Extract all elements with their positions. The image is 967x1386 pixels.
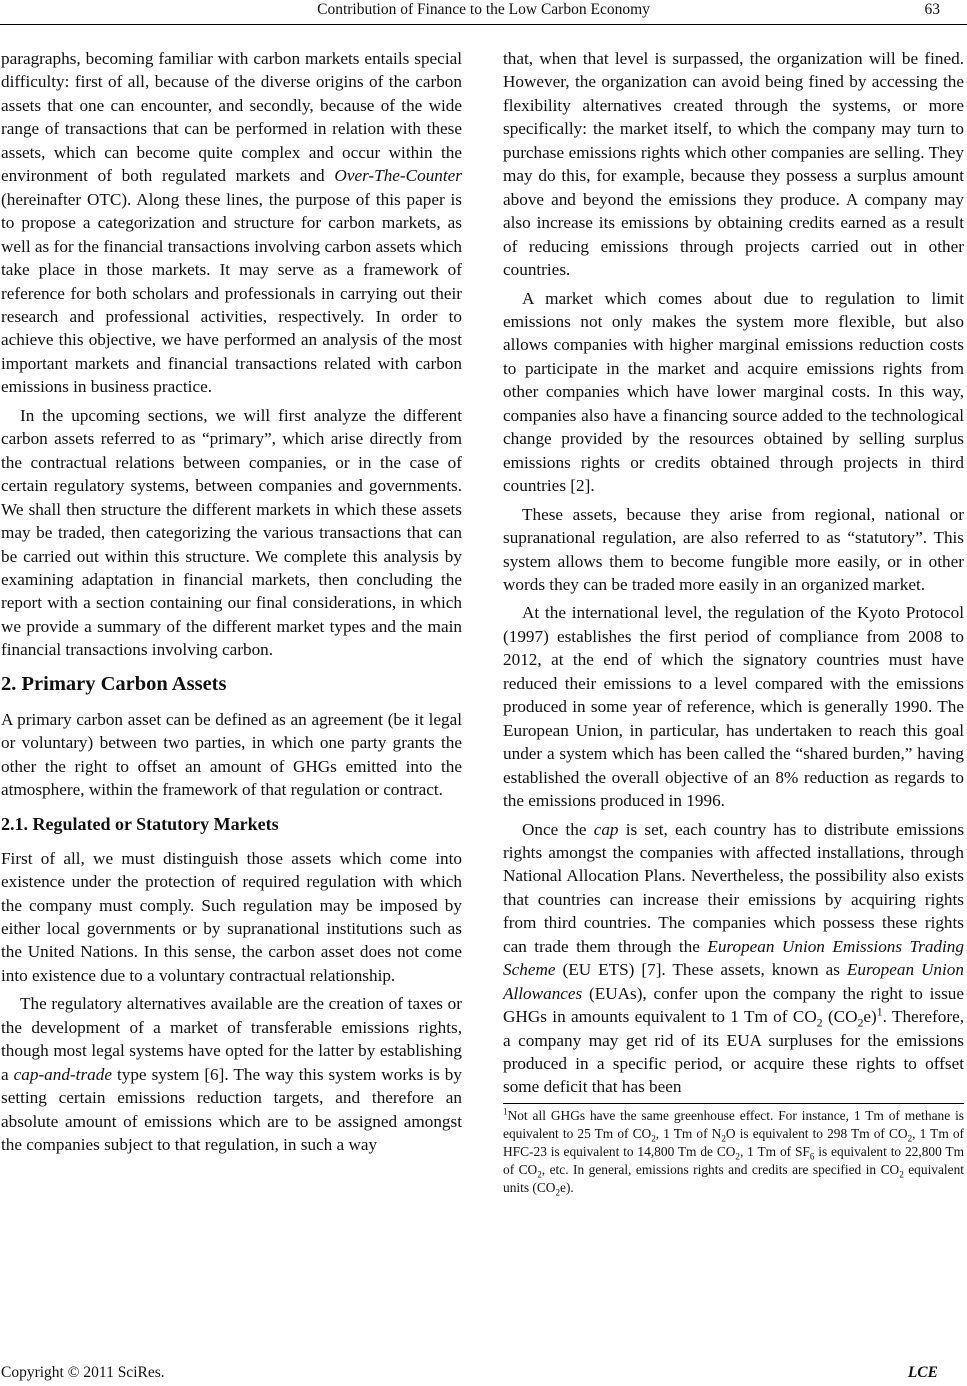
text-run: Once the <box>522 819 594 839</box>
subscript: 2 <box>899 1169 904 1180</box>
subscript: 2 <box>555 1187 561 1198</box>
text-run: (EUAs), confer upon the company the right to issue GHGs in amounts equivalent to 1 Tm of CO <box>503 983 964 1027</box>
paragraph-definition: A primary carbon asset can be defined as an agreement (be it legal or voluntary) between two parties, in which one party grants the other the right to offset an amount of GHGs emitted into the atmosphere, within the framework of that regulation or contract. <box>1 709 462 800</box>
paragraph-intro-continued <box>1 47 462 399</box>
right-column <box>503 47 964 1197</box>
subscript: 2 <box>651 1133 656 1144</box>
footnote-mark: 1 <box>503 1106 508 1117</box>
text-run: , 1 Tm of N <box>655 1125 722 1141</box>
copyright-notice: Copyright © 2011 SciRes. <box>1 1364 165 1381</box>
text-run: e) <box>863 1007 877 1027</box>
header-rule <box>0 24 967 25</box>
paragraph-upcoming-sections: In the upcoming sections, we will first analyze the different carbon assets referred to as “primary”, which arise directly from the contractual relations between companies, or in the case of certain regulatory systems, between companies and governments. We shall then structure the different markets in which these assets may be traded, then categorizing the various transactions that can be carried out within this structure. We complete this analysis by examining adaptation in financial markets, then concluding the report with a section containing our final considerations, in which we provide a summary of the different market types and the main financial transactions involving carbon. <box>1 405 462 660</box>
paragraph-regulatory-alternatives <box>1 992 462 1156</box>
emphasis-term: Over-The-Counter <box>334 166 462 186</box>
emphasis-term: European Union Emissions Trading Scheme <box>503 936 964 980</box>
paragraph-cap <box>503 818 964 1099</box>
text-run: , 1 Tm of HFC-23 is equivalent to 14,800 Tm de CO <box>503 1125 964 1159</box>
text-run: is set, each country has to distribute emissions rights amongst the companies with affected installations, through National Allocation Plans. Nevertheless, the possibility also exists that countries can increase their emissions by acquiring rights from third countries. The companies which possess these rights can trade them through the <box>503 819 965 956</box>
text-run: Not all GHGs have the same greenhouse effect. For instance, 1 Tm of methane is equivalent to 25 Tm of CO <box>503 1107 964 1141</box>
journal-abbreviation: LCE <box>907 1364 938 1381</box>
footnote <box>503 1104 964 1197</box>
text-run: The regulatory alternatives available are the creation of taxes or the development of a market of transferable emissions rights, though most legal systems have opted for the latter by establishing a <box>1 994 462 1084</box>
subscript: 6 <box>809 1151 815 1162</box>
subscript: 2 <box>537 1169 542 1180</box>
text-run: e). <box>560 1179 574 1195</box>
section-heading-primary-carbon-assets: 2. Primary Carbon Assets <box>1 672 227 695</box>
subscript: 2 <box>907 1133 913 1144</box>
text-run: O is equivalent to 298 Tm of CO <box>725 1125 908 1141</box>
text-run: (CO <box>822 1007 858 1027</box>
page-number: 63 <box>924 1 940 18</box>
paragraph-regulated-assets: First of all, we must distinguish those assets which come into existence under the protection of required regulation with which the company must comply. Such regulation may be imposed by either local governments or by supranational institutions such as the United Nations. In this sense, the carbon asset does not come into existence due to a voluntary contractual relationship. <box>1 848 462 985</box>
page-header <box>0 0 967 24</box>
text-run: (hereinafter OTC). Along these lines, the purpose of this paper is to propose a categorization and structure for carbon markets, as well as for the financial transactions involving carbon assets which take place in those markets. It may serve as a framework of reference for both scholars and professionals in carrying out their research and professional activities, respectively. In order to achieve this objective, we have performed an analysis of the most important markets and financial transactions related with carbon emissions in business practice. <box>1 189 462 397</box>
running-title: Contribution of Finance to the Low Carbon Economy <box>317 1 650 18</box>
paragraph-kyoto: At the international level, the regulation of the Kyoto Protocol (1997) establishes the first period of compliance from 2008 to 2012, at the end of which the signatory countries must have reduced their emissions to a level compared with the emissions produced in some year of reference, which is generally 1990. The European Union, in particular, has undertaken to reach this goal under a system which has been called the “shared burden,” having established the overall objective of an 8% reduction as regards to the emissions produced in 1996. <box>503 603 964 811</box>
paragraph-statutory: These assets, because they arise from regional, national or supranational regulation, are also referred to as “statutory”. This system allows them to become fungible more easily, or in other words they can be traded more easily in an organized market. <box>503 504 964 594</box>
text-run: type system [6]. The way this system works is by setting certain emissions reduction targets, and therefore an absolute amount of emissions which are to be assigned amongst the companies subject to that regulation, in such a way <box>1 1064 462 1155</box>
emphasis-term: cap-and-trade <box>13 1064 112 1084</box>
subscript: 2 <box>857 1016 864 1030</box>
text-run: (EU ETS) [7]. These assets, known as <box>555 960 847 980</box>
text-run: . Therefore, a company may get rid of its EUA surpluses for the emissions produced in a specific period, or acquire these rights to offset some deficit that has been <box>503 1007 964 1097</box>
emphasis-term: cap <box>593 819 619 839</box>
subscript: 2 <box>816 1016 823 1030</box>
emphasis-term: European Union Allowances <box>503 960 964 1003</box>
text-run: , etc. In general, emissions rights and credits are specified in CO <box>541 1161 900 1177</box>
text-run: equivalent units (CO <box>503 1161 965 1195</box>
subscript: 2 <box>735 1151 740 1162</box>
paragraph-market-flexibility: A market which comes about due to regulation to limit emissions not only makes the system more flexible, but also allows companies with higher marginal emissions reduction costs to participate in the market and acquire emissions rights from other companies which have lower marginal costs. In this way, companies also have a financing source added to the technological change provided by the resources obtained by selling surplus emissions rights or credits obtained through projects in third countries [2]. <box>503 288 964 496</box>
text-run: is equivalent to 22,800 Tm of CO <box>503 1143 964 1177</box>
text-run: paragraphs, becoming familiar with carbon markets entails special difficulty: first of all, because of the diverse origins of the carbon assets that one can encounter, and secondly, because of the wide range of transactions that can be performed in relation with these assets, which can become quite complex and occur within the environment of both regulated markets and <box>1 49 462 186</box>
paragraph-fines: that, when that level is surpassed, the organization will be fined. However, the organization can avoid being fined by accessing the flexibility alternatives created through the systems, or more specifically: the market itself, to which the company may turn to purchase emissions rights which other companies are selling. They may do this, for example, because they possess a surplus amount above and beyond the emissions they produce. A company may also increase its emissions by obtaining credits earned as a result of reducing emissions through projects carried out in other countries. <box>503 49 964 280</box>
page-footer <box>0 1364 967 1384</box>
subsection-heading-regulated-markets: 2.1. Regulated or Statutory Markets <box>1 813 279 834</box>
left-column <box>1 47 462 1156</box>
footnote-reference[interactable]: 1 <box>876 1005 883 1019</box>
text-run: , 1 Tm of SF <box>739 1143 810 1159</box>
subscript: 2 <box>721 1133 726 1144</box>
